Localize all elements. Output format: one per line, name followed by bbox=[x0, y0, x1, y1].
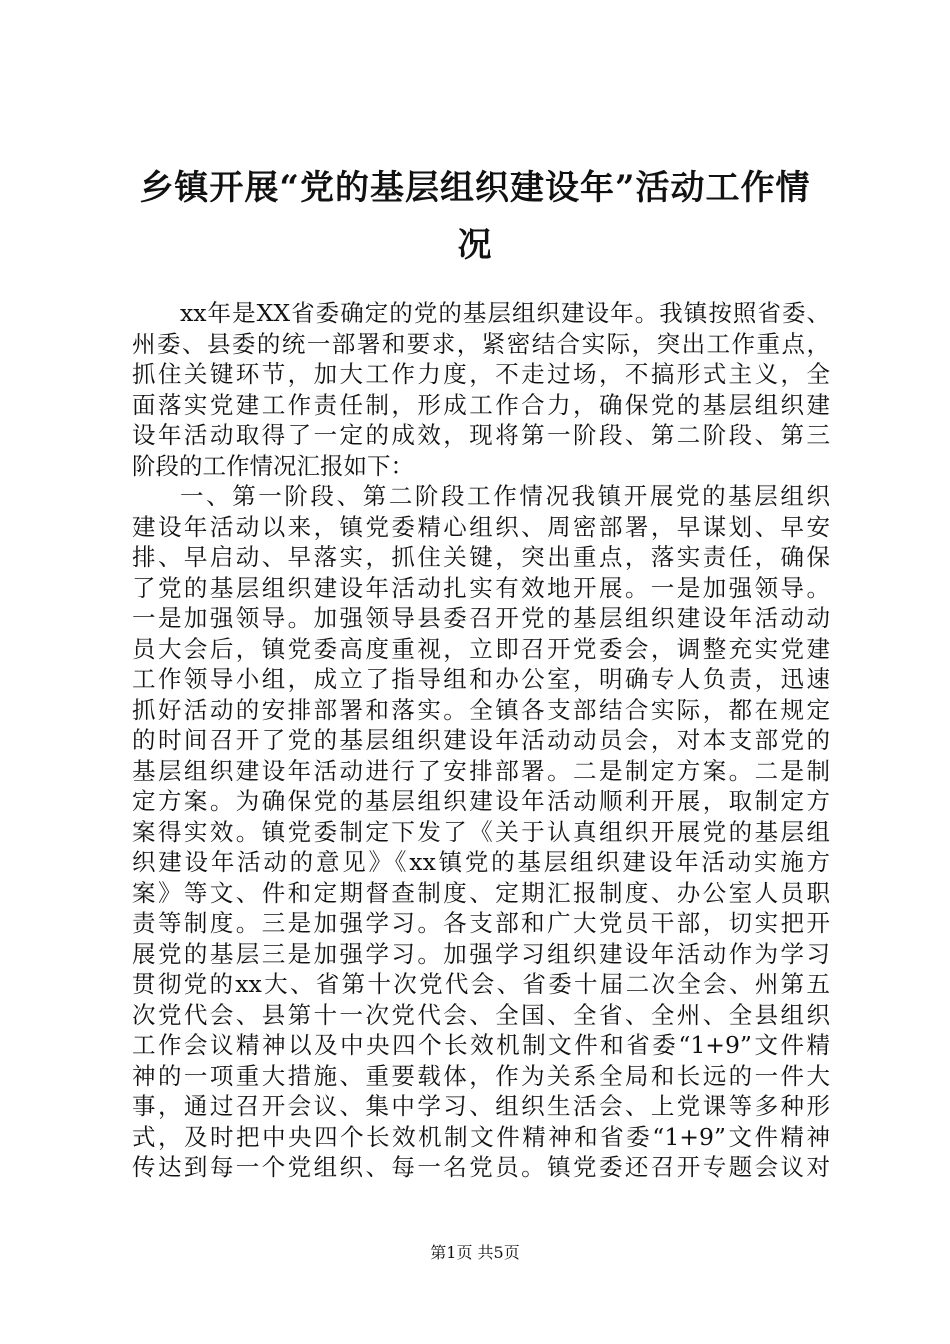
document-body bbox=[132, 298, 830, 1183]
text-line: 工作领导小组，成立了指导组和办公室，明确专人负责，迅速 bbox=[132, 665, 830, 693]
text-line: 展党的基层三是加强学习。加强学习组织建设年活动作为学习 bbox=[132, 939, 830, 968]
text-line: 案》等文、件和定期督查制度、定期汇报制度、办公室人员职 bbox=[132, 878, 830, 907]
text-line: 式，及时把中央四个长效机制文件精神和省委“1+9”文件精神 bbox=[132, 1122, 830, 1151]
text-line: 一、第一阶段、第二阶段工作情况我镇开展党的基层组织 bbox=[180, 482, 830, 510]
text-line: 责等制度。三是加强学习。各支部和广大党员干部，切实把开 bbox=[132, 909, 830, 937]
text-line: 案得实效。镇党委制定下发了《关于认真组织开展党的基层组 bbox=[132, 817, 830, 846]
text-line: 阶段的工作情况汇报如下： bbox=[132, 451, 414, 480]
paragraph bbox=[132, 481, 830, 1183]
text-line: 面落实党建工作责任制，形成工作合力，确保党的基层组织建 bbox=[132, 390, 830, 419]
text-line: 工作会议精神以及中央四个长效机制文件和省委“1+9”文件精 bbox=[132, 1031, 830, 1059]
text-line: 抓住关键环节，加大工作力度，不走过场，不搞形式主义，全 bbox=[132, 360, 830, 388]
document-title: 乡镇开展“党的基层组织建设年”活动工作情 bbox=[139, 168, 811, 208]
text-line: 神的一项重大措施、重要载体，作为关系全局和长远的一件大 bbox=[132, 1061, 830, 1090]
text-line: 次党代会、县第十一次党代会、全国、全省、全州、全县组织 bbox=[132, 1000, 830, 1029]
document-title-continued: 况 bbox=[457, 225, 493, 265]
paragraph bbox=[132, 298, 830, 481]
text-line: 设年活动取得了一定的成效，现将第一阶段、第二阶段、第三 bbox=[132, 421, 830, 449]
text-line: 州委、县委的统一部署和要求，紧密结合实际，突出工作重点， bbox=[132, 329, 830, 358]
text-line: 定方案。为确保党的基层组织建设年活动顺利开展，取制定方 bbox=[132, 787, 830, 815]
text-line: 贯彻党的xx大、省第十次党代会、省委十届二次全会、州第五 bbox=[132, 970, 830, 998]
text-line: 一是加强领导。加强领导县委召开党的基层组织建设年活动动 bbox=[132, 604, 830, 632]
text-line: 排、早启动、早落实，抓住关键，突出重点，落实责任，确保 bbox=[132, 543, 830, 571]
text-line: 传达到每一个党组织、每一名党员。镇党委还召开专题会议对 bbox=[132, 1153, 830, 1181]
text-line: xx年是XX省委确定的党的基层组织建设年。我镇按照省委、 bbox=[180, 299, 830, 327]
text-line: 抓好活动的安排部署和落实。全镇各支部结合实际，都在规定 bbox=[132, 695, 830, 724]
page-footer: 第1页 共5页 bbox=[430, 1243, 520, 1262]
text-line: 了党的基层组织建设年活动扎实有效地开展。一是加强领导。 bbox=[132, 573, 830, 602]
text-line: 员大会后，镇党委高度重视，立即召开党委会，调整充实党建 bbox=[132, 634, 830, 663]
text-line: 的时间召开了党的基层组织建设年活动动员会，对本支部党的 bbox=[132, 726, 830, 754]
text-line: 织建设年活动的意见》《xx镇党的基层组织建设年活动实施方 bbox=[132, 848, 830, 876]
text-line: 事，通过召开会议、集中学习、组织生活会、上党课等多种形 bbox=[132, 1092, 830, 1120]
text-line: 基层组织建设年活动进行了安排部署。二是制定方案。二是制 bbox=[132, 756, 830, 785]
text-line: 建设年活动以来，镇党委精心组织、周密部署，早谋划、早安 bbox=[132, 512, 830, 541]
